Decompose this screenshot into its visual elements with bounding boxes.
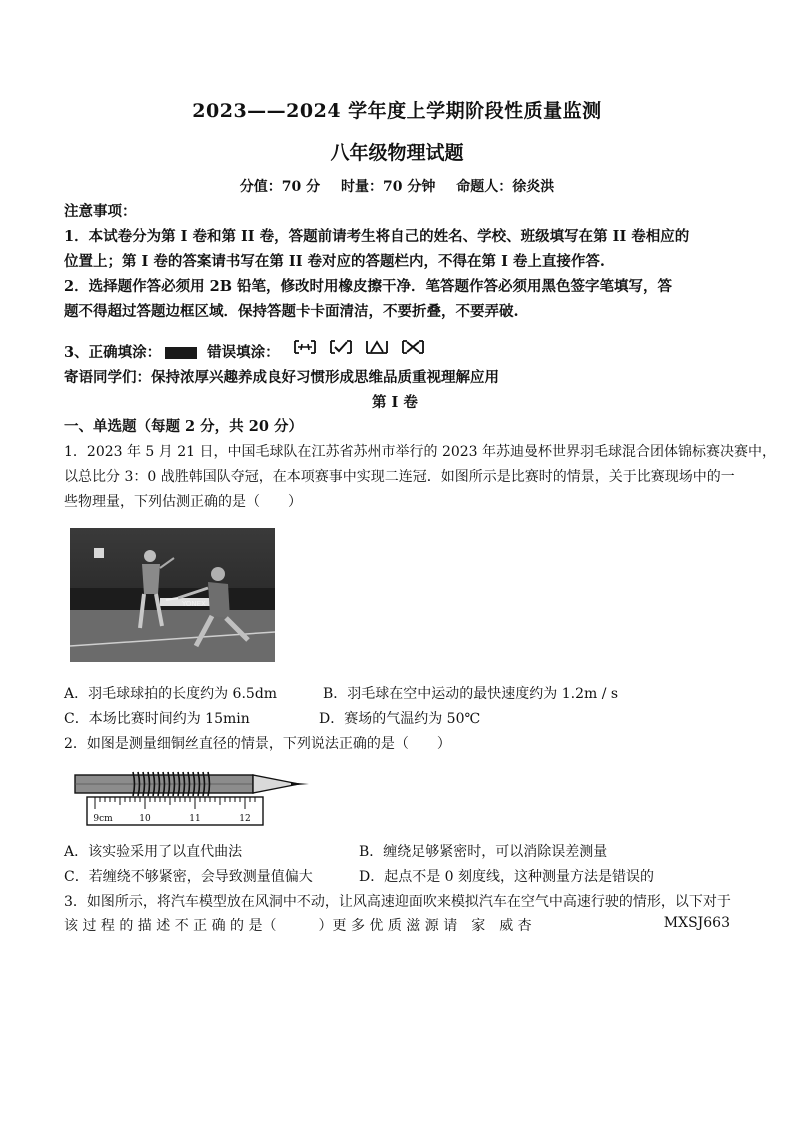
- svg-text:YONEX: YONEX: [182, 600, 206, 608]
- q1-option-a[interactable]: A．羽毛球球拍的长度约为 6.5dm: [64, 686, 278, 702]
- wrong-mark-check-icon: [329, 339, 353, 355]
- q3-line-2: 该 过 程 的 描 述 不 正 确 的 是（ ）更 多 优 质 滋 源 请 家 威 杏: [64, 918, 532, 934]
- q2-option-b[interactable]: B．缠绕足够紧密时，可以消除误差测量: [359, 844, 608, 860]
- note-2-line-2: 题不得超过答题边框区域．保持答题卡卡面清洁，不要折叠，不要弄破.: [64, 303, 519, 320]
- ruler-label-12: 12: [239, 814, 251, 824]
- exam-meta: [0, 176, 794, 196]
- q1-line-1: 1．2023 年 5 月 21 日，中国毛球队在江苏省苏州市举行的 2023 年苏迪曼杯世界羽毛球混合团体锦标赛决赛中，: [64, 444, 777, 460]
- message-to-students: 寄语同学们：保持浓厚兴趣养成良好习惯形成思维品质重视理解应用: [64, 369, 499, 386]
- exam-title: 2023——2024 学年度上学期阶段性质量监测: [192, 100, 602, 122]
- note-1-line-1: 1．本试卷分为第 I 卷和第 II 卷，答题前请考生将自己的姓名、学校、班级填写在第 II 卷相应的: [64, 228, 690, 245]
- q1-option-b[interactable]: B．羽毛球在空中运动的最快速度约为 1.2m / s: [323, 686, 619, 702]
- q2-stem: 2．如图是测量细铜丝直径的情景，下列说法正确的是（ ）: [64, 736, 451, 752]
- pencil-ruler-figure: [73, 765, 313, 827]
- wrong-fill-examples: [293, 339, 425, 355]
- exam-subtitle: 八年级物理试题: [330, 142, 464, 164]
- note-1-line-2: 位置上；第 I 卷的答案请书写在第 II 卷对应的答题栏内，不得在第 I 卷上直接作答.: [64, 253, 605, 270]
- q2-option-a[interactable]: A．该实验采用了以直代曲法: [64, 844, 243, 860]
- section-heading: 一、单选题（每题 2 分，共 20 分）: [64, 418, 303, 435]
- q3-code: MXSJ663: [663, 915, 730, 931]
- q1-line-2: 以总比分 3：0 战胜韩国队夺冠，在本项赛事中实现二连冠．如图所示是比赛时的情景，关于比赛现场中的一: [64, 469, 735, 485]
- wrong-fill-label: 错误填涂：: [207, 344, 280, 361]
- ruler-label-9cm: 9cm: [93, 814, 113, 824]
- author-text: 命题人：徐炎洪: [456, 179, 555, 195]
- volume-label: 第 I 卷: [372, 394, 418, 411]
- q3-line-1: 3．如图所示，将汽车模型放在风洞中不动，让风高速迎面吹来模拟汽车在空气中高速行驶的情形，以下对于: [64, 894, 731, 910]
- notes-heading: 注意事项：: [64, 203, 137, 220]
- q1-option-c[interactable]: C．本场比赛时间约为 15min: [64, 711, 250, 727]
- note-2-line-1: 2．选择题作答必须用 2B 铅笔，修改时用橡皮擦干净．笔答题作答必须用黑色签字笔填写，答: [64, 278, 673, 295]
- q1-line-3: 些物理量，下列估测正确的是（ ）: [64, 494, 302, 510]
- correct-fill-mark: [165, 347, 197, 359]
- ruler-label-11: 11: [189, 814, 201, 824]
- q2-option-d[interactable]: D．起点不是 0 刻度线，这种测量方法是错误的: [359, 869, 655, 885]
- q1-option-d[interactable]: D．赛场的气温约为 50℃: [319, 711, 481, 727]
- note-3: [64, 341, 425, 362]
- score-text: 分值：70 分: [239, 179, 321, 195]
- wrong-mark-triangle-icon: [365, 339, 389, 355]
- ruler-label-10: 10: [139, 814, 151, 824]
- wrong-mark-cross-icon: [401, 339, 425, 355]
- badminton-match-photo: [70, 528, 275, 662]
- correct-fill-label: 3、正确填涂：: [64, 344, 162, 361]
- q2-option-c[interactable]: C．若缠绕不够紧密，会导致测量值偏大: [64, 869, 313, 885]
- wrong-mark-dash-icon: [293, 339, 317, 355]
- time-text: 时量：70 分钟: [341, 179, 436, 195]
